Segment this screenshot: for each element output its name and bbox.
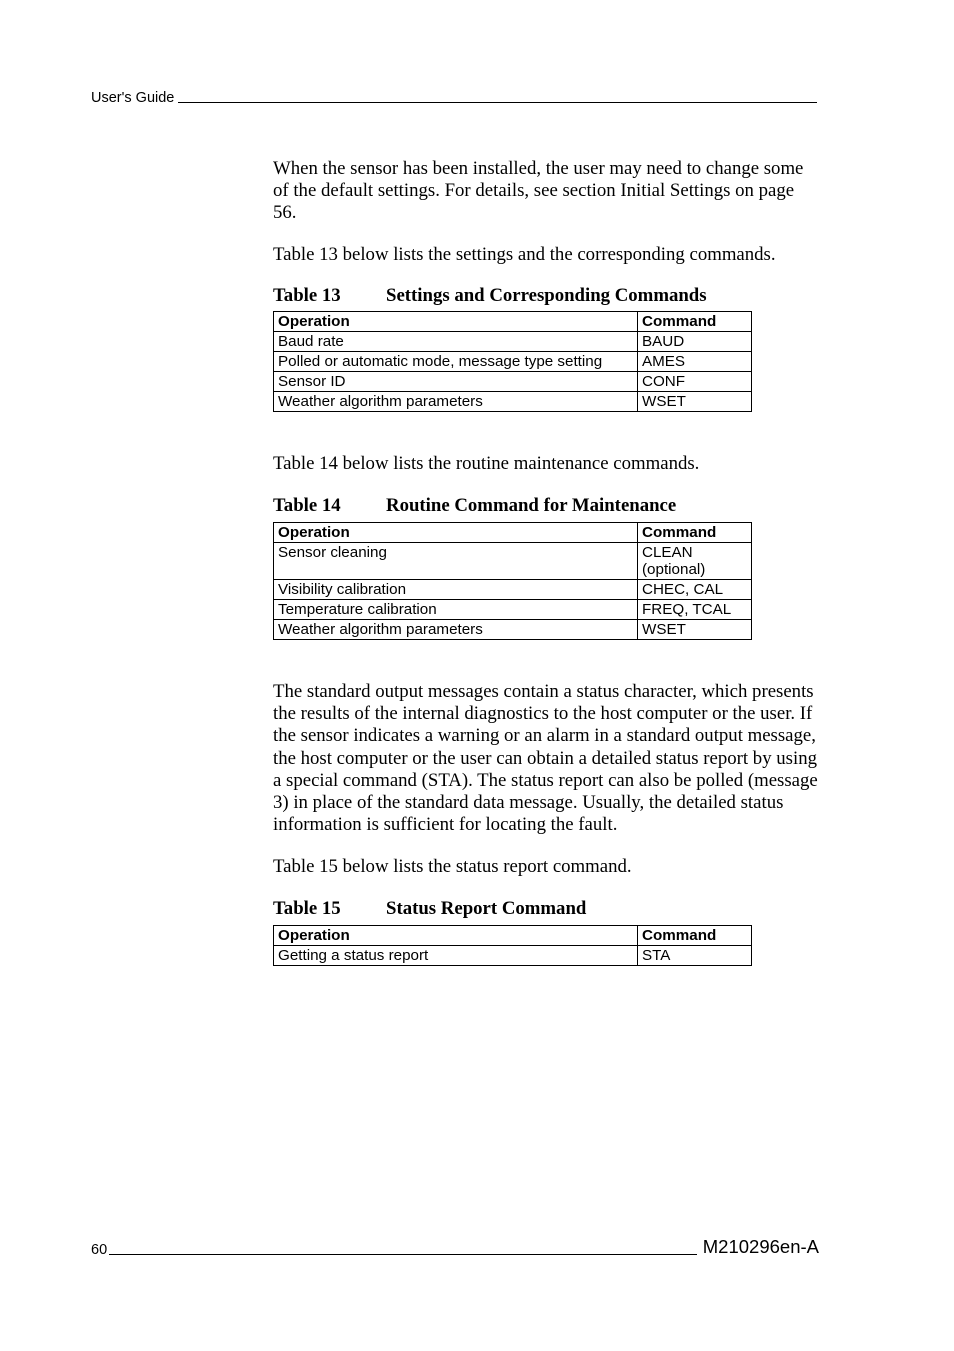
table-row xyxy=(274,600,752,620)
table13-cell-command: AMES xyxy=(638,351,752,371)
table14-cell-command: CHEC, CAL xyxy=(638,580,752,600)
table14-cell-operation: Sensor cleaning xyxy=(274,543,638,580)
table-row xyxy=(274,331,752,351)
table-row xyxy=(274,351,752,371)
table13-header-operation: Operation xyxy=(274,311,638,331)
table14-cell-operation: Weather algorithm parameters xyxy=(274,620,638,640)
header-title: User's Guide xyxy=(91,90,175,106)
table13-title: Settings and Corresponding Commands xyxy=(386,284,707,306)
table14-caption xyxy=(273,495,819,517)
footer-rule xyxy=(109,1254,697,1255)
table14-cell-command: FREQ, TCAL xyxy=(638,600,752,620)
table13-cell-operation: Baud rate xyxy=(274,331,638,351)
table13-intro: Table 13 below lists the settings and the corresponding commands. xyxy=(273,243,776,265)
table13-cell-operation: Sensor ID xyxy=(274,371,638,391)
table-row xyxy=(274,620,752,640)
table-row xyxy=(274,391,752,411)
table15 xyxy=(273,925,752,966)
main-content xyxy=(273,158,819,966)
table13-cell-operation: Weather algorithm parameters xyxy=(274,391,638,411)
table14-cell-command: WSET xyxy=(638,620,752,640)
table14-header-command: Command xyxy=(638,523,752,543)
table14-cell-operation: Temperature calibration xyxy=(274,600,638,620)
table15-header-operation: Operation xyxy=(274,925,638,945)
table14-cell-operation: Visibility calibration xyxy=(274,580,638,600)
table15-header-row xyxy=(274,925,752,945)
table15-header-command: Command xyxy=(638,925,752,945)
table14-number: Table 14 xyxy=(273,495,341,517)
table14-intro: Table 14 below lists the routine maintenance commands. xyxy=(273,452,700,474)
table15-number: Table 15 xyxy=(273,897,341,919)
page-footer xyxy=(91,1236,819,1258)
page-header xyxy=(91,90,817,106)
table15-title: Status Report Command xyxy=(386,897,587,919)
table15-intro: Table 15 below lists the status report command. xyxy=(273,856,632,878)
table14-cell-command: CLEAN (optional) xyxy=(638,543,752,580)
table15-cell-operation: Getting a status report xyxy=(274,945,638,965)
table13 xyxy=(273,311,752,412)
table14-title: Routine Command for Maintenance xyxy=(386,495,677,517)
table13-caption xyxy=(273,285,819,307)
table15-cell-command: STA xyxy=(638,945,752,965)
table13-header-command: Command xyxy=(638,311,752,331)
intro-paragraph: When the sensor has been installed, the user may need to change some of the default settings. For details, see section Initial Settings on page 56. xyxy=(273,158,804,224)
table13-cell-command: BAUD xyxy=(638,331,752,351)
header-rule xyxy=(178,102,817,103)
table13-number: Table 13 xyxy=(273,284,341,306)
table13-cell-command: CONF xyxy=(638,371,752,391)
table13-cell-operation: Polled or automatic mode, message type setting xyxy=(274,351,638,371)
table13-cell-command: WSET xyxy=(638,391,752,411)
table14 xyxy=(273,522,752,640)
table13-header-row xyxy=(274,311,752,331)
document-id: M210296en-A xyxy=(702,1236,819,1257)
table14-header-row xyxy=(274,523,752,543)
table15-caption xyxy=(273,898,819,920)
table-row xyxy=(274,580,752,600)
page-number: 60 xyxy=(91,1242,108,1258)
status-paragraph: The standard output messages contain a status character, which presents the results of the internal diagnostics to the host computer or the user. If the sensor indicates a warning or an alarm in a standard output message, the host computer or the user can obtain a detailed status report by using a special command (STA). The status report can also be polled (message 3) in place of the standard data message. Usually, the detailed status information is sufficient for locating the fault. xyxy=(273,681,818,836)
table-row xyxy=(274,371,752,391)
table14-header-operation: Operation xyxy=(274,523,638,543)
table-row xyxy=(274,945,752,965)
table-row xyxy=(274,543,752,580)
